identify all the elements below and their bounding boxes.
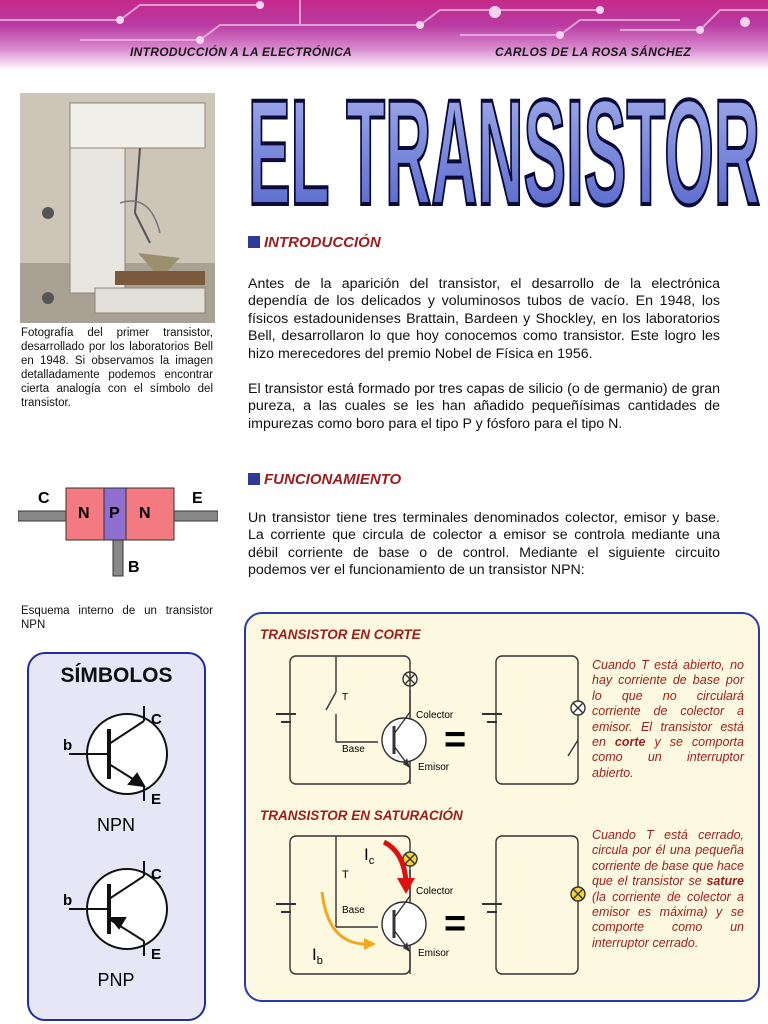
saturacion-description: Cuando T está cerrado, circula por él una pequeña corriente de base que hace que el transistor se sature (la corriente de colector a emisor es máxima) y se comporte como un interruptor cerrado. xyxy=(592,828,744,950)
corte-colector-label: Colector xyxy=(416,710,454,721)
saturacion-t-label: T xyxy=(342,869,349,881)
saturacion-heading: TRANSISTOR EN SATURACIÓN xyxy=(260,808,463,823)
main-title xyxy=(244,86,764,216)
npn-emitter-letter: E xyxy=(151,791,162,808)
photo-illustration xyxy=(20,93,215,323)
saturacion-colector-label: Colector xyxy=(416,886,454,897)
layer-n2: N xyxy=(139,505,151,522)
base-current-arrow-icon xyxy=(322,892,366,944)
symbols-title: SÍMBOLOS xyxy=(60,664,173,687)
circuit-explanation-box xyxy=(244,612,760,1002)
saturacion-circuit-diagram xyxy=(266,832,586,982)
ic-label: $I_c$ xyxy=(364,845,375,867)
emitter-label: E xyxy=(192,490,203,507)
base-label: B xyxy=(128,559,140,576)
collector-label: C xyxy=(38,490,50,507)
corte-emisor-label: Emisor xyxy=(418,762,450,773)
corte-description: Cuando T está abierto, no hay corriente de base por lo que no circulará corriente de colector a emisor. El transistor está en corte y se comporta como un interruptor abierto. xyxy=(592,658,744,780)
corte-t-label: T xyxy=(342,692,349,703)
first-transistor-photo xyxy=(20,93,215,323)
funcionamiento-paragraph: Un transistor tiene tres terminales denominados colector, emisor y base. La corriente que circula de colector a emisor se controla mediante una débil corriente de base o de control. Mediante el siguiente circuito podemos ver el funcionamiento de un transistor NPN: xyxy=(248,510,720,579)
saturacion-equals-sign: = xyxy=(444,903,467,945)
title-text: EL TRANSISTOR xyxy=(248,86,760,216)
intro-paragraph-2: El transistor está formado por tres capas de silicio (o de germanio) de gran pureza, a las cuales se les han añadido pequeñísimas cantidades de impurezas como boro para el tipo P y fósforo para el tipo N. xyxy=(248,381,720,432)
photo-caption: Fotografía del primer transistor, desarrollado por los laboratorios Bell en 1948. Si observamos la imagen detalladamente podemos encontrar cierta analogía con el símbolo del transistor. xyxy=(21,327,213,409)
npn-layer-diagram xyxy=(18,478,218,583)
circuit-board-pattern xyxy=(0,0,768,70)
symbols-box xyxy=(27,652,206,1021)
intro-heading: INTRODUCCIÓN xyxy=(248,234,381,251)
pnp-collector-letter: C xyxy=(151,866,162,883)
funcionamiento-heading: FUNCIONAMIENTO xyxy=(248,471,401,488)
saturacion-emisor-label: Emisor xyxy=(418,948,450,959)
corte-equals-sign: = xyxy=(444,719,467,761)
corte-circuit-diagram xyxy=(266,652,586,792)
npn-symbol-label: NPN xyxy=(96,815,136,835)
ib-label: $I_b$ xyxy=(312,945,323,967)
npn-collector-letter: C xyxy=(151,711,162,728)
saturacion-base-label: Base xyxy=(342,905,365,916)
author-name: CARLOS DE LA ROSA SÁNCHEZ xyxy=(495,45,691,59)
pnp-emitter-letter: E xyxy=(151,946,162,963)
saturacion-keyword: sature xyxy=(706,874,744,889)
header-band xyxy=(0,0,768,70)
npn-base-letter: b xyxy=(63,737,73,754)
pnp-base-letter: b xyxy=(63,892,73,909)
corte-keyword: corte xyxy=(614,735,646,750)
npn-caption: Esquema interno de un transistor NPN xyxy=(21,605,213,631)
transistor-symbols xyxy=(29,696,204,1006)
corte-heading: TRANSISTOR EN CORTE xyxy=(260,627,421,642)
bullet-square-icon xyxy=(248,236,260,248)
corte-base-label: Base xyxy=(342,744,365,755)
pnp-symbol-label: PNP xyxy=(97,970,135,990)
layer-n1: N xyxy=(78,505,90,522)
collector-current-arrow-icon xyxy=(384,842,406,882)
course-title: INTRODUCCIÓN A LA ELECTRÓNICA xyxy=(130,45,353,59)
layer-p: P xyxy=(109,505,120,522)
intro-paragraph-1: Antes de la aparición del transistor, el desarrollo de la electrónica dependía de los delicados y voluminosos tubos de vacío. En 1948, los físicos estadounidenses Brattain, Bardeen y Shockley, en los laboratorios Bell, desarrollaron lo que hoy conocemos como transistor. Este logro les hizo merecedores del premio Nobel de Física en 1956. xyxy=(248,276,720,362)
bullet-square-icon xyxy=(248,473,260,485)
